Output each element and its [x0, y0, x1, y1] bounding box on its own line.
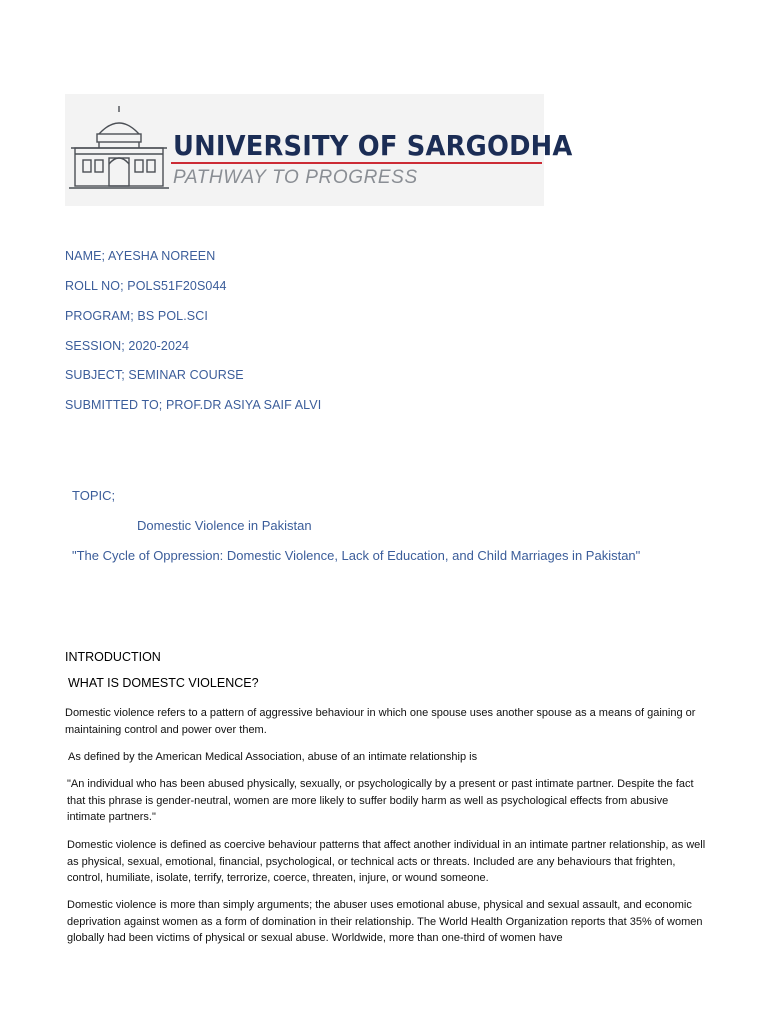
university-logo	[65, 94, 573, 206]
paragraph: "An individual who has been abused physically, sexually, or psychologically by a present or past intimate partner. Despite the fact that this phrase is gender-neutral, women are more likely to suffer bodily harm as well as psychological effects from abusive intimate partners."	[67, 778, 694, 823]
paragraph: Domestic violence refers to a pattern of aggressive behaviour in which one spouse uses another spouse as a means of gaining or maintaining control and power over them.	[65, 707, 696, 736]
topic-title: Domestic Violence in Pakistan	[137, 518, 312, 533]
topic-label: TOPIC;	[72, 488, 116, 503]
subject: SUBJECT; SEMINAR COURSE	[65, 368, 244, 382]
introduction-heading: INTRODUCTION	[65, 650, 161, 664]
topic-subtitle: "The Cycle of Oppression: Domestic Violence, Lack of Education, and Child Marriages in Pakistan"	[72, 548, 641, 563]
paragraph: Domestic violence is more than simply arguments; the abuser uses emotional abuse, physical and sexual assault, and economic deprivation against women as a form of domination in their relationship. The World Health Organization reports that 35% of women globally had been victims of physical or sexual abuse. Worldwide, more than one-third of women have	[67, 899, 703, 944]
submitted-to: SUBMITTED TO; PROF.DR ASIYA SAIF ALVI	[65, 398, 322, 412]
roll-number: ROLL NO; POLS51F20S044	[65, 279, 227, 293]
university-building-icon	[69, 104, 169, 190]
introduction-subheading: WHAT IS DOMESTC VIOLENCE?	[68, 676, 259, 690]
logo-tagline: PATHWAY TO PROGRESS	[173, 167, 418, 188]
paragraph: Domestic violence is defined as coercive behaviour patterns that affect another individual in an intimate partner relationship, as well as physical, sexual, emotional, financial, psychological, or technical acts or threats. Included are any behaviours that frighten, control, humiliate, isolate, terrify, terrorize, coerce, threaten, injure, or wound someone.	[67, 839, 706, 884]
paragraph: As defined by the American Medical Association, abuse of an intimate relationship is	[68, 751, 478, 763]
program: PROGRAM; BS POL.SCI	[65, 309, 208, 323]
student-name: NAME; AYESHA NOREEN	[65, 249, 216, 263]
session: SESSION; 2020-2024	[65, 339, 190, 353]
logo-divider	[171, 162, 542, 164]
logo-title: UNIVERSITY OF SARGODHA	[173, 129, 573, 162]
